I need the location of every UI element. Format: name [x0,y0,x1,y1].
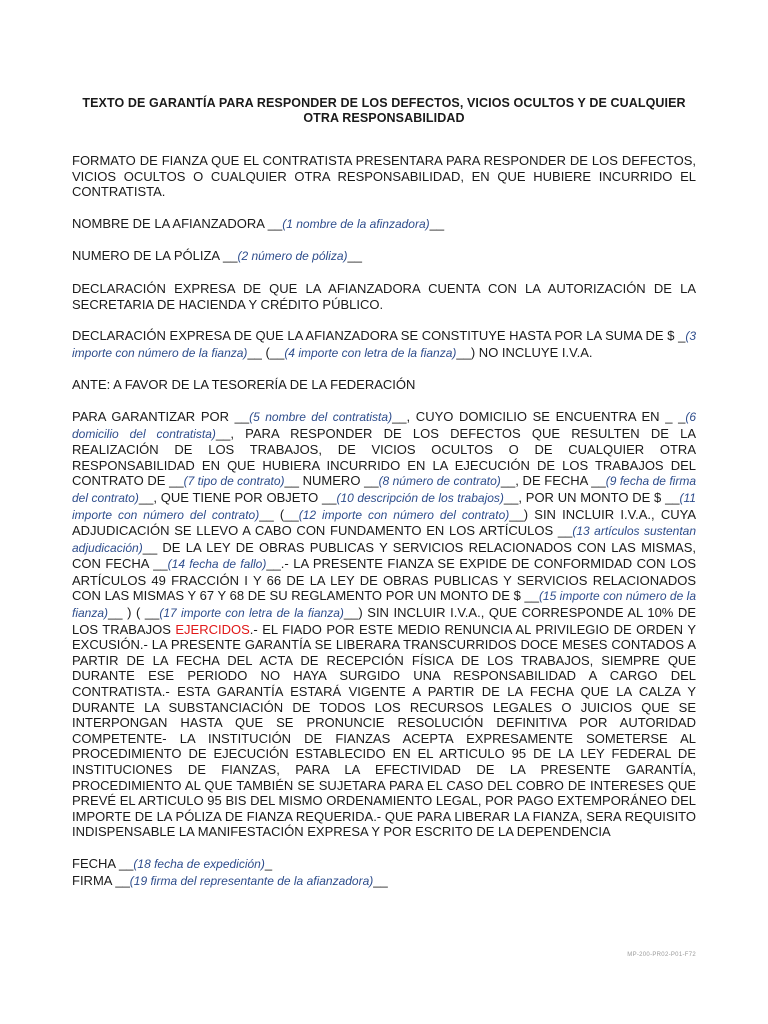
garantia-text-05: __, DE FECHA __ [500,473,606,489]
tipo-contrato-field: (7 tipo de contrato) [183,474,285,489]
garantia-text-08: __ (__ [259,506,299,522]
ante-line: ANTE: A FAVOR DE LA TESORERÍA DE LA FEDERACIÓN [72,377,416,393]
ejercidos-highlight: EJERCIDOS [175,621,250,637]
importe-numero-fianza-field: (3 importe con número de la fianza) [72,329,696,360]
poliza-field: (2 número de póliza) [237,249,348,264]
garantia-text-12: __ ) ( __ [108,605,160,621]
garantia-text-07: __, POR UN MONTO DE $ __ [503,489,680,505]
intro-paragraph: FORMATO DE FIANZA QUE EL CONTRATISTA PRESENTARA PARA RESPONDER DE LOS DEFECTOS, VICIOS OCULTOS O CUALQUIER OTRA RESPONSABILIDAD, EN QUE HUBIERE INCURRIDO EL CONTRATISTA. [72,153,696,200]
fecha-line [72,856,696,873]
garantia-text-11: __.- LA PRESENTE FIANZA SE EXPIDE DE CONFORMIDAD CON LOS ARTÍCULOS 49 FRACCIÓN I Y 66 DE LA LEY DE OBRAS PUBLICAS Y SERVICIOS RELACIONADOS CON LAS MISMAS Y 67 Y 68 DE SU REGLAMENTO POR UN MONTO DE $ __ [72,556,697,604]
afianzadora-line [72,216,696,233]
garantia-text-06: __, QUE TIENE POR OBJETO __ [138,489,337,505]
document-page [72,96,696,889]
numero-contrato-field: (8 número de contrato) [378,474,501,489]
declaracion-suma-text-2: __ (__ [247,344,285,360]
garantia-text-01: PARA GARANTIZAR POR __ [72,408,250,424]
declaracion-autorizacion-paragraph: DECLARACIÓN EXPRESA DE QUE LA AFIANZADORA CUENTA CON LA AUTORIZACIÓN DE LA SECRETARIA DE HACIENDA Y CRÉDITO PÚBLICO. [72,280,696,312]
garantia-text-03: __, PARA RESPONDER DE LOS DEFECTOS QUE RESULTEN DE LA REALIZACIÓN DE LOS TRABAJOS, DE VICIOS OCULTOS O DE CUALQUIER OTRA RESPONSABILIDAD EN QUE HUBIERA INCURRIDO EN LA EJECUCIÓN DE LOS TRABAJOS DEL CONTRATO DE __ [72,425,697,489]
importe-letra-fianza-field-2: (17 importe con letra de la fianza) [159,606,344,621]
firma-line [72,873,696,890]
fecha-expedicion-field: (18 fecha de expedición) [133,856,265,871]
fecha-end: _ [264,855,273,871]
declaracion-suma-paragraph [72,328,696,361]
importe-numero-fianza-field-2: (15 importe con número de la fianza) [72,589,697,621]
poliza-label: NUMERO DE LA PÓLIZA __ [72,248,238,264]
descripcion-trabajos-field: (10 descripción de los trabajos) [336,490,504,505]
nombre-contratista-field: (5 nombre del contratista) [249,409,393,424]
declaracion-suma-text-3: __) NO INCLUYE I.V.A. [456,344,593,360]
firma-representante-field: (19 firma del representante de la afianzadora) [129,873,374,888]
document-code: MP-200-PR02-P01-F72 [627,952,696,958]
importe-letra-fianza-field: (4 importe con letra de la fianza) [284,345,457,360]
garantia-text-14: .- EL FIADO POR ESTE MEDIO RENUNCIA AL PRIVILEGIO DE ORDEN Y EXCUSIÓN.- LA PRESENTE GARANTÍA SE LIBERARA TRANSCURRIDOS DOCE MESES CONTADOS A PARTIR DE LA FECHA DEL ACTA DE RECEPCIÓN FÍSICA DE LOS TRABAJOS, SIEMPRE QUE DURANTE ESE PERIODO NO HAYA SURGIDO UNA RESPONSABILIDAD A CARGO DEL CONTRATISTA.- ESTA GARANTÍA ESTARÁ VIGENTE A PARTIR DE LA FECHA QUE LA CALZA Y DURANTE LA SUBSTANCIACIÓN DE TODOS LOS RECURSOS LEGALES O JUICIOS QUE SE INTERPONGAN HASTA QUE SE PRONUNCIE RESOLUCIÓN DEFINITIVA POR AUTORIDAD COMPETENTE- LA INSTITUCIÓN DE FIANZAS ACEPTA EXPRESAMENTE SOMETERSE AL PROCEDIMIENTO DE EJECUCIÓN ESTABLECIDO EN EL ARTICULO 95 DE LA LEY FEDERAL DE INSTITUCIONES DE FIANZAS, PARA LA EFECTIVIDAD DE LA PRESENTE GARANTÍA, PROCEDIMIENTO AL QUE TAMBIÉN SE SUJETARA PARA EL CASO DEL COBRO DE INTERESES QUE PREVÉ EL ARTICULO 95 BIS DEL MISMO ORDENAMIENTO LEGAL, POR PAGO EXTEMPORÁNEO DEL IMPORTE DE LA PÓLIZA DE FIANZA REQUERIDA.- QUE PARA LIBERAR LA FIANZA, SERA REQUISITO INDISPENSABLE LA MANIFESTACIÓN EXPRESA Y POR ESCRITO DE LA DEPENDENCIA [72,621,696,840]
poliza-end: __ [347,248,362,264]
afianzadora-end: __ [429,215,445,231]
domicilio-contratista-field: (6 domicilio del contratista) [72,409,696,441]
signature-block [72,856,696,889]
garantia-paragraph [72,409,696,840]
firma-end: __ [373,872,388,888]
garantia-text-09: __) SIN INCLUIR I.V.A., CUYA ADJUDICACIÓN SE LLEVO A CABO CON FUNDAMENTO EN LOS ARTÍCULOS __ [72,506,696,539]
fecha-label: FECHA __ [72,855,134,871]
afianzadora-field: (1 nombre de la afinzadora) [282,216,430,231]
firma-label: FIRMA __ [72,872,130,888]
declaracion-suma-text-1: DECLARACIÓN EXPRESA DE QUE LA AFIANZADORA SE CONSTITUYE HASTA POR LA SUMA DE $ _ [72,328,686,344]
garantia-text-02: __, CUYO DOMICILIO SE ENCUENTRA EN _ _ [392,408,686,424]
garantia-text-04: __ NUMERO __ [284,473,379,489]
garantia-text-10: __ DE LA LEY DE OBRAS PUBLICAS Y SERVICIOS RELACIONADOS CON LAS MISMAS, CON FECHA __ [72,539,696,572]
garantia-text-13: __) SIN INCLUIR I.V.A., QUE CORRESPONDE AL 10% DE LOS TRABAJOS [72,605,696,637]
document-title: TEXTO DE GARANTÍA PARA RESPONDER DE LOS DEFECTOS, VICIOS OCULTOS Y DE CUALQUIER OTRA RESPONSABILIDAD [82,96,686,125]
importe-numero-contrato-field: (11 importe con número del contrato) [72,490,696,522]
fecha-fallo-field: (14 fecha de fallo) [167,557,267,572]
afianzadora-label: NOMBRE DE LA AFIANZADORA __ [72,215,283,231]
poliza-line [72,248,696,265]
importe-numero-contrato-field-2: (12 importe con número del contrato) [298,507,510,522]
fecha-firma-contrato-field: (9 fecha de firma del contrato) [72,474,696,505]
articulos-adjudicacion-field: (13 artículos sustentan adjudicación) [72,524,697,555]
